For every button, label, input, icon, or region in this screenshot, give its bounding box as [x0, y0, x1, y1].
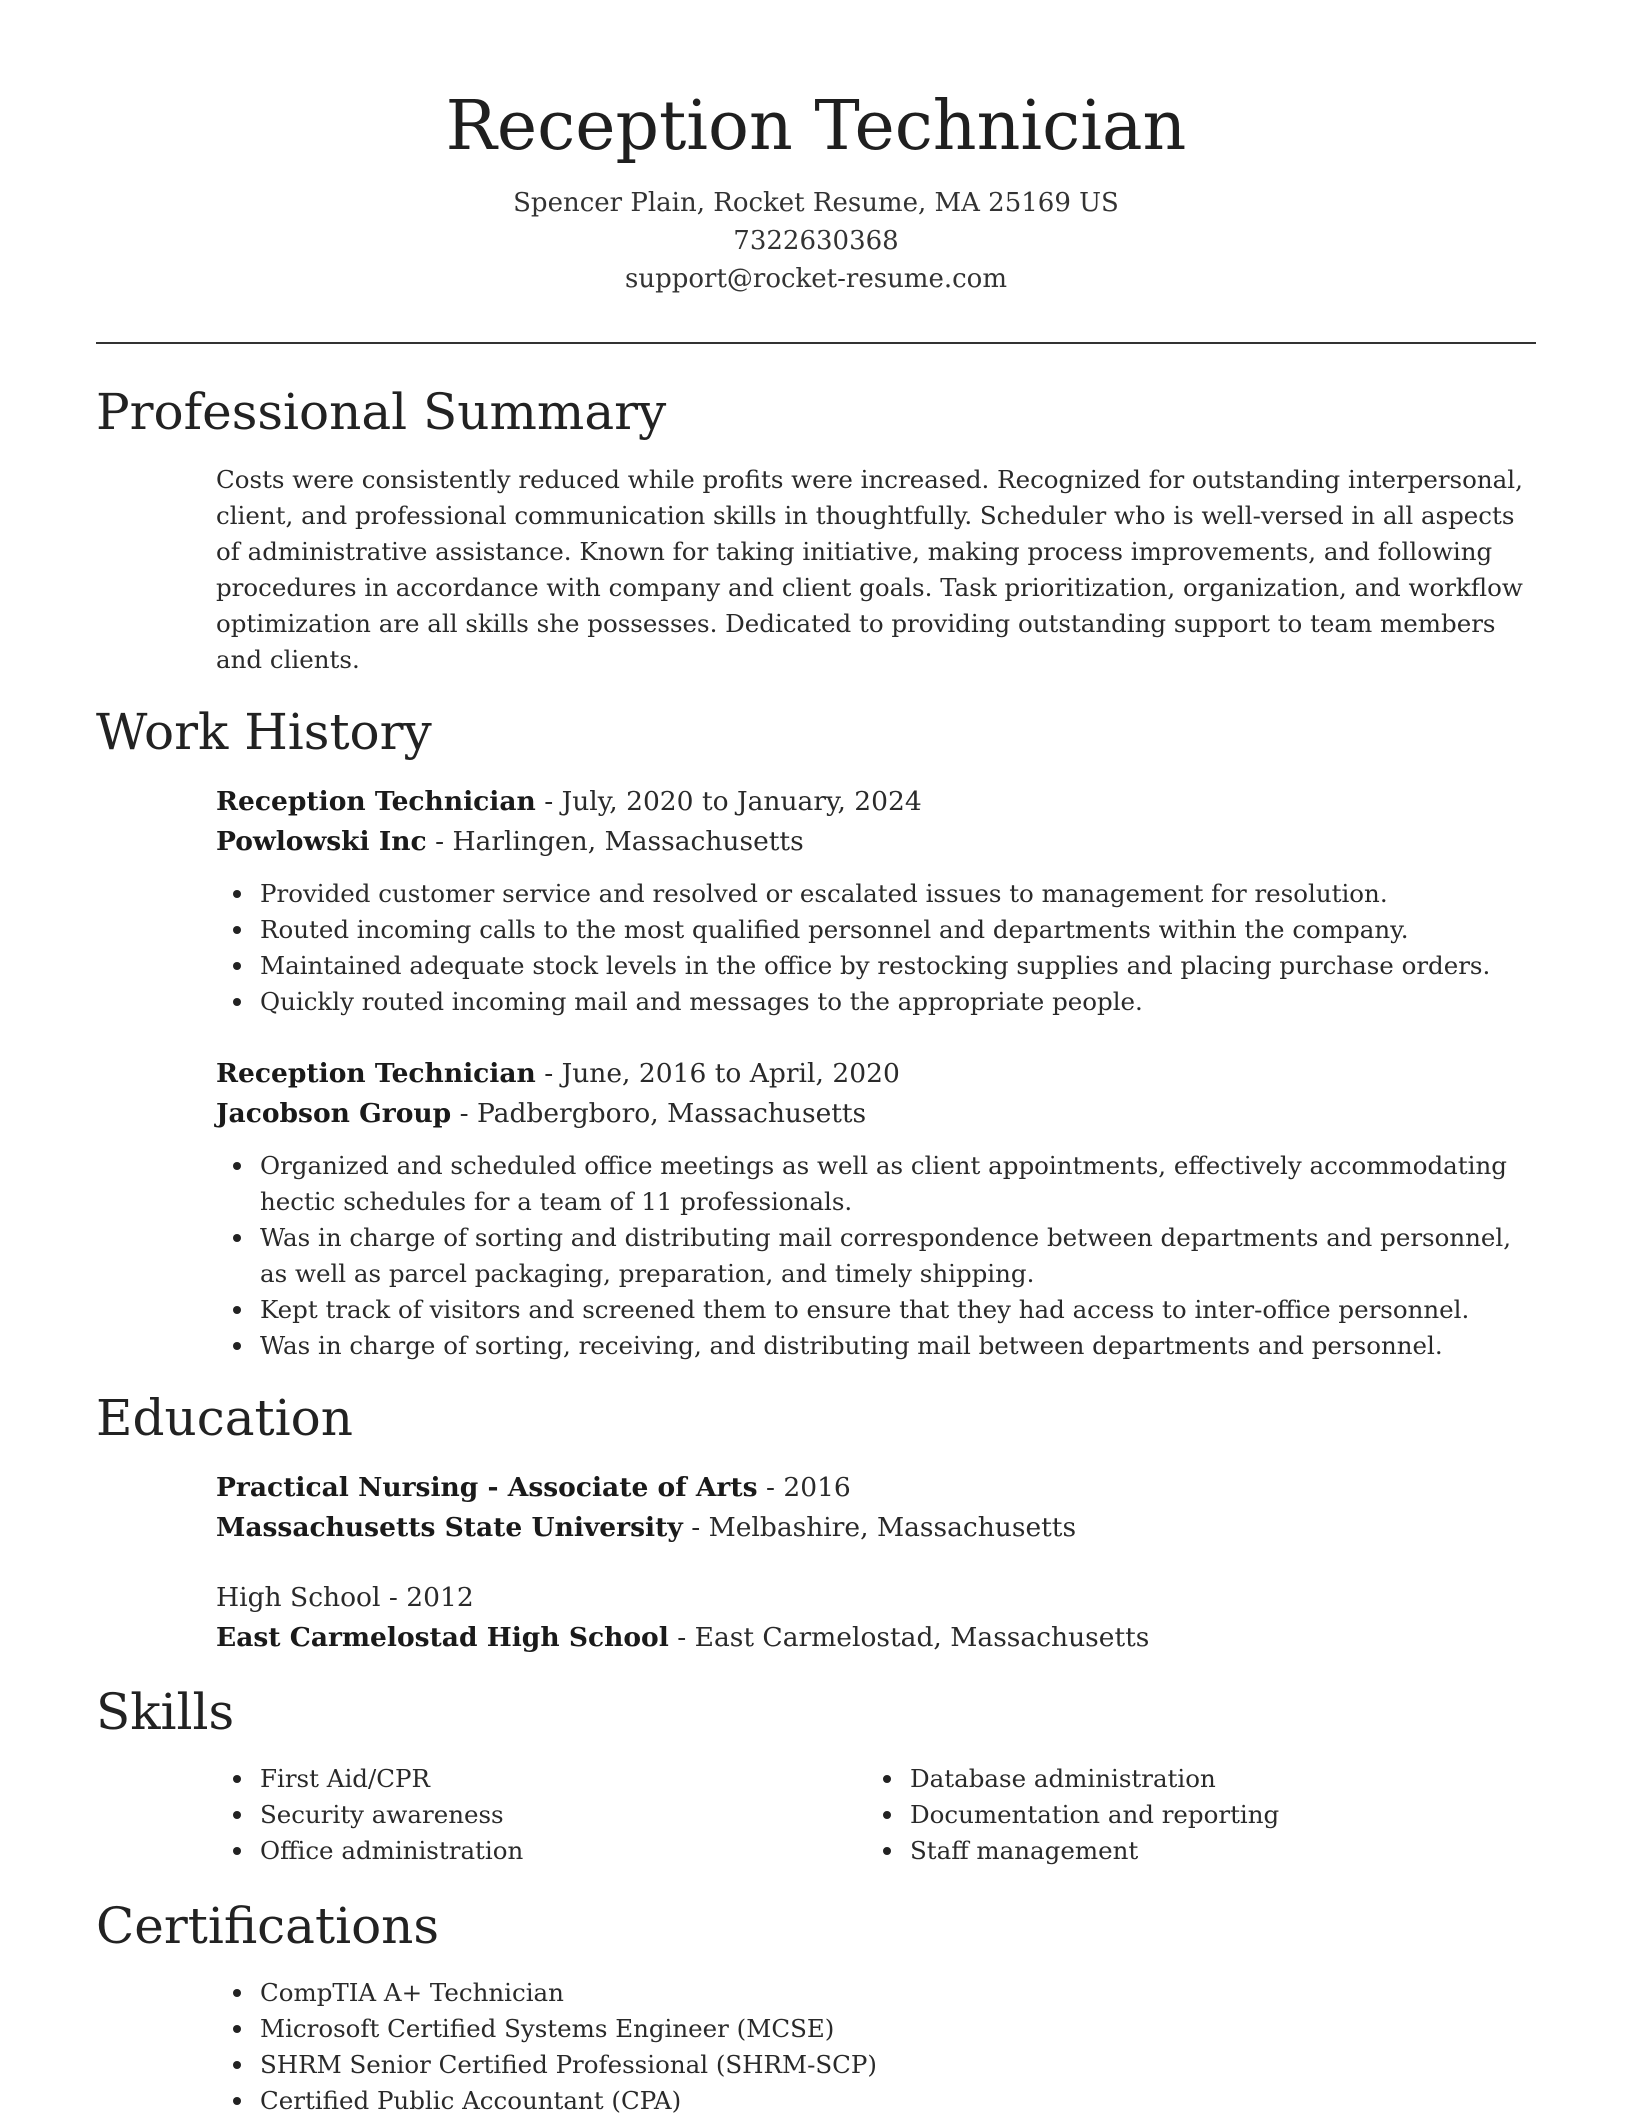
section-title-work-history: Work History: [96, 703, 432, 761]
list-item: Office administration: [216, 1833, 816, 1869]
education-degree: High School: [216, 1582, 381, 1613]
list-item: Organized and scheduled office meetings as well as client appointments, effectively accommodating hectic schedules for a team of 11 professionals.: [216, 1148, 1536, 1220]
bullet-icon: [883, 1775, 891, 1783]
job-duties-list: [216, 1148, 1536, 1364]
skills-list: [866, 1761, 1466, 1869]
section-title-education: Education: [96, 1389, 353, 1447]
education-degree: Practical Nursing - Associate of Arts: [216, 1472, 758, 1503]
job-company: Powlowski Inc: [216, 826, 427, 857]
contact-phone: 7322630368: [733, 226, 899, 256]
education-degree-line: [216, 1578, 1536, 1618]
list-item: First Aid/CPR: [216, 1761, 816, 1797]
bullet-icon: [233, 1306, 241, 1314]
education-school: East Carmelostad High School: [216, 1622, 669, 1653]
job-title-line: [216, 1054, 1536, 1094]
bullet-icon: [233, 998, 241, 1006]
bullet-icon: [233, 962, 241, 970]
education-degree-line: [216, 1468, 1536, 1508]
list-item: Database administration: [866, 1761, 1466, 1797]
bullet-icon: [233, 1811, 241, 1819]
header-divider: [96, 342, 1536, 344]
list-item: Routed incoming calls to the most qualified personnel and departments within the company.: [216, 912, 1536, 948]
bullet-icon: [233, 926, 241, 934]
list-item: Kept track of visitors and screened them to ensure that they had access to inter-office personnel.: [216, 1292, 1536, 1328]
resume-header: [96, 82, 1536, 298]
list-item: Certified Public Accountant (CPA): [216, 2083, 1536, 2119]
bullet-icon: [233, 2025, 241, 2033]
bullet-icon: [233, 1342, 241, 1350]
bullet-icon: [233, 890, 241, 898]
skills-column-right: [866, 1761, 1466, 1869]
job-duties-list: [216, 876, 1536, 1020]
list-item: Microsoft Certified Systems Engineer (MCSE): [216, 2011, 1536, 2047]
education-school-line: [216, 1508, 1536, 1548]
job-dates: - July, 2020 to January, 2024: [535, 786, 922, 817]
job-role: Reception Technician: [216, 786, 536, 817]
skills-list: [216, 1761, 816, 1869]
job-entry: [216, 782, 1536, 1020]
education-location: - East Carmelostad, Massachusetts: [668, 1622, 1150, 1653]
bullet-icon: [883, 1847, 891, 1855]
job-location: - Harlingen, Massachusetts: [426, 826, 804, 857]
skills-column-left: [216, 1761, 816, 1869]
list-item: SHRM Senior Certified Professional (SHRM-SCP): [216, 2047, 1536, 2083]
section-title-certifications: Certifications: [96, 1897, 440, 1955]
list-item: Was in charge of sorting and distributing mail correspondence between departments and personnel, as well as parcel packaging, preparation, and timely shipping.: [216, 1220, 1536, 1292]
bullet-icon: [233, 1775, 241, 1783]
list-item: Documentation and reporting: [866, 1797, 1466, 1833]
bullet-icon: [233, 1234, 241, 1242]
list-item: Security awareness: [216, 1797, 816, 1833]
bullet-icon: [233, 1162, 241, 1170]
certifications-block: [216, 1975, 1536, 2119]
list-item: Quickly routed incoming mail and messages to the appropriate people.: [216, 984, 1536, 1020]
bullet-icon: [233, 2097, 241, 2105]
bullet-icon: [233, 2061, 241, 2069]
list-item: CompTIA A+ Technician: [216, 1975, 1536, 2011]
bullet-icon: [883, 1811, 891, 1819]
section-title-skills: Skills: [96, 1683, 235, 1741]
list-item: Staff management: [866, 1833, 1466, 1869]
job-company-line: [216, 1094, 1536, 1134]
job-company-line: [216, 822, 1536, 862]
certifications-list: [216, 1975, 1536, 2119]
bullet-icon: [233, 1989, 241, 1997]
contact-address: Spencer Plain, Rocket Resume, MA 25169 US: [513, 188, 1119, 218]
candidate-name: Reception Technician: [445, 87, 1187, 166]
education-location: - Melbashire, Massachusetts: [682, 1512, 1077, 1543]
education-entry: [216, 1468, 1536, 1548]
education-school-line: [216, 1618, 1536, 1658]
job-company: Jacobson Group: [216, 1098, 452, 1129]
job-title-line: [216, 782, 1536, 822]
job-entry: [216, 1054, 1536, 1364]
education-year: - 2012: [380, 1582, 474, 1613]
list-item: Provided customer service and resolved or escalated issues to management for resolution.: [216, 876, 1536, 912]
job-dates: - June, 2016 to April, 2020: [535, 1058, 900, 1089]
education-entry: [216, 1578, 1536, 1658]
job-location: - Padbergboro, Massachusetts: [451, 1098, 867, 1129]
bullet-icon: [233, 1847, 241, 1855]
education-school: Massachusetts State University: [216, 1512, 683, 1543]
list-item: Was in charge of sorting, receiving, and distributing mail between departments and personnel.: [216, 1328, 1536, 1364]
contact-email: support@rocket-resume.com: [624, 264, 1007, 294]
job-role: Reception Technician: [216, 1058, 536, 1089]
list-item: Maintained adequate stock levels in the office by restocking supplies and placing purchase orders.: [216, 948, 1536, 984]
section-title-summary: Professional Summary: [96, 383, 667, 441]
summary-text: Costs were consistently reduced while profits were increased. Recognized for outstanding interpersonal, client, and professional communication skills in thoughtfully. Scheduler who is well-versed in all aspects of administrative assistance. Known for taking initiative, making process improvements, and following procedures in accordance with company and client goals. Task prioritization, organization, and workflow optimization are all skills she possesses. Dedicated to providing outstanding support to team members and clients.: [216, 465, 1523, 674]
education-year: - 2016: [757, 1472, 851, 1503]
